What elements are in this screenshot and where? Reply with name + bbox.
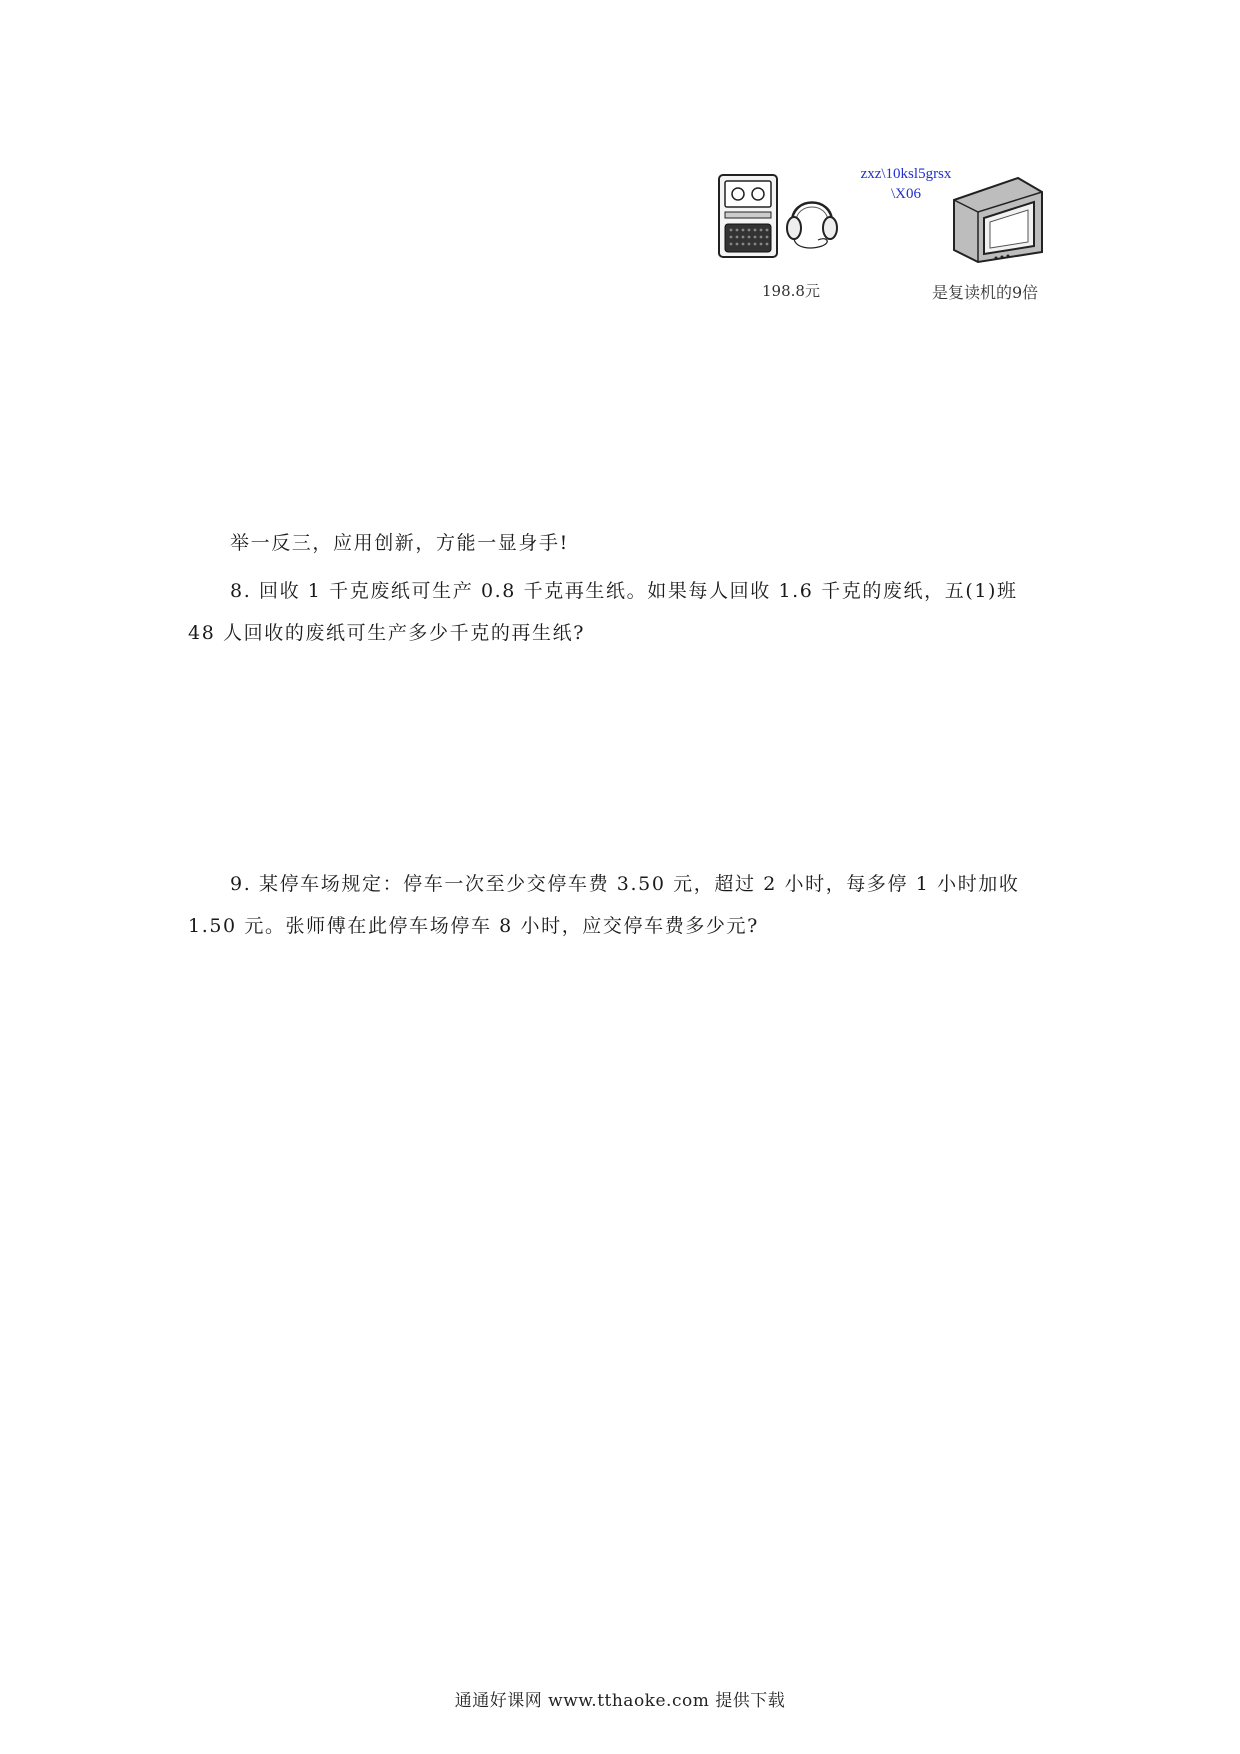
file-path-line-1: zxz\10ksl5grsx bbox=[860, 166, 952, 182]
tape-recorder-icon bbox=[716, 172, 780, 260]
product-illustration bbox=[716, 162, 1066, 312]
problem-8-line-2: 48 人回收的废纸可生产多少千克的再生纸? bbox=[188, 622, 586, 644]
headphones-icon bbox=[782, 184, 842, 254]
player-price-label: 198.8元 bbox=[762, 282, 820, 300]
section-motto: 举一反三，应用创新，方能一显身手! bbox=[230, 532, 569, 554]
page-footer: 通通好课网 www.tthaoke.com 提供下载 bbox=[454, 1691, 786, 1711]
tv-price-caption: 是复读机的9倍 bbox=[932, 283, 1039, 302]
problem-9-line-2: 1.50 元。张师傅在此停车场停车 8 小时，应交停车费多少元? bbox=[188, 915, 759, 937]
file-path-line-2: \X06 bbox=[891, 186, 921, 202]
television-icon bbox=[948, 170, 1048, 266]
problem-8-line-1: 8. 回收 1 千克废纸可生产 0.8 千克再生纸。如果每人回收 1.6 千克的废纸，五(1)班 bbox=[230, 580, 1018, 602]
problem-9-line-1: 9. 某停车场规定：停车一次至少交停车费 3.50 元，超过 2 小时，每多停 1 小时加收 bbox=[230, 873, 1020, 895]
